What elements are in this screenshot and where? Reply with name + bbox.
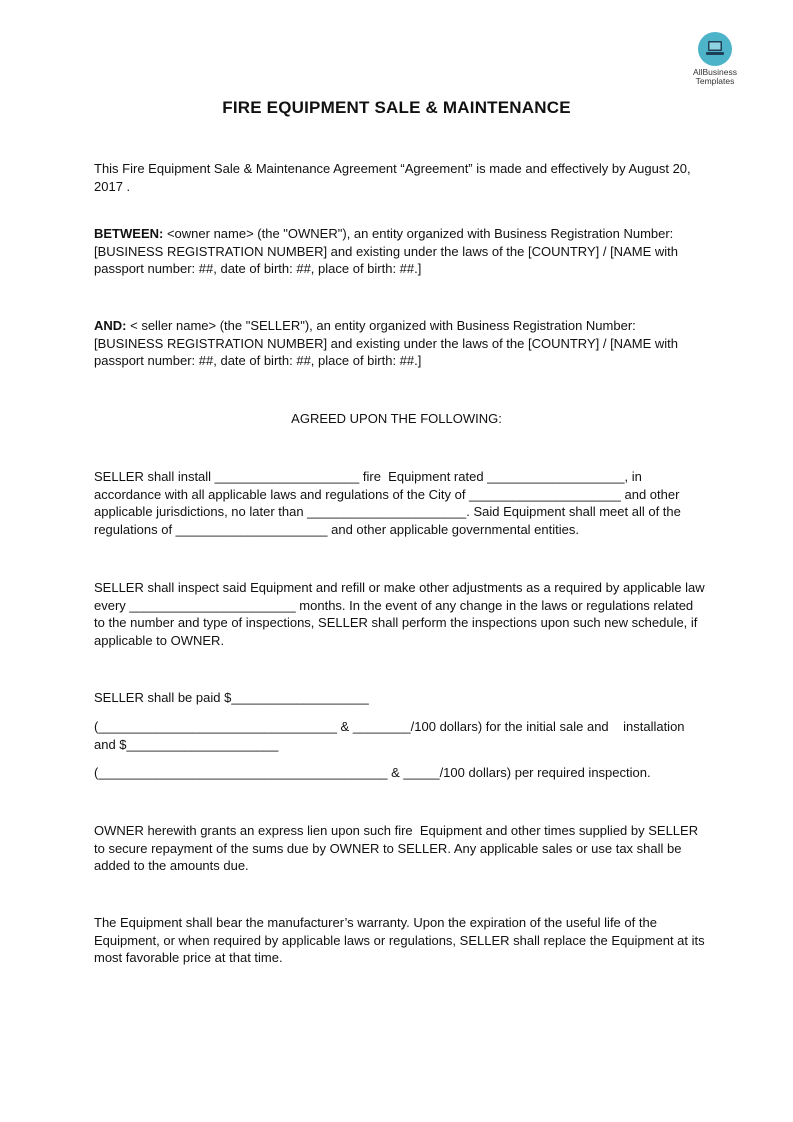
document-title: FIRE EQUIPMENT SALE & MAINTENANCE [222, 98, 571, 117]
agreed-heading: AGREED UPON THE FOLLOWING: [291, 411, 502, 426]
between-text: <owner name> (the "OWNER"), an entity organized with Business Registration Number: [BUSINESS REGISTRATION NUMBER] and existing under the laws of the [COUNTRY] / [NAME with passport number: ##, date of birth: ##, place of birth: ##.] [94, 226, 682, 277]
between-label: BETWEEN: [94, 226, 164, 241]
paid-line: SELLER shall be paid $___________________ [94, 690, 369, 705]
initial-sale-paragraph: (_________________________________ & ________/100 dollars) for the initial sale and installation and $_____________________ [94, 719, 689, 752]
logo-text: AllBusiness Templates [693, 67, 737, 86]
lien-paragraph: OWNER herewith grants an express lien upon such fire Equipment and other times supplied by SELLER to secure repayment of the sums due by OWNER to SELLER. Any applicable sales or use tax shall be added to the amounts due. [94, 823, 702, 874]
allbusiness-templates-logo [686, 32, 744, 86]
laptop-icon [698, 32, 732, 66]
install-paragraph: SELLER shall install ____________________ fire Equipment rated ___________________, in accordance with all applicable laws and regulations of the City of _____________________ and other applicable jurisdictions, no later than ______________________. Said Equipment shall meet all of the regulations of _____________________ and other applicable governmental entities. [94, 469, 685, 537]
and-text: < seller name> (the "SELLER"), an entity organized with Business Registration Number: [BUSINESS REGISTRATION NUMBER] and existing under the laws of the [COUNTRY] / [NAME with passport number: ##, date of birth: ##, place of birth: ##.] [94, 318, 682, 369]
between-paragraph [94, 225, 706, 278]
and-label: AND: [94, 318, 127, 333]
warranty-paragraph: The Equipment shall bear the manufacturer’s warranty. Upon the expiration of the useful life of the Equipment, or when required by applicable laws or regulations, SELLER shall replace the Equipment at its most favorable price at that time. [94, 915, 709, 966]
per-inspection-line: (________________________________________ & _____/100 dollars) per required inspection. [94, 765, 651, 780]
inspect-paragraph: SELLER shall inspect said Equipment and refill or make other adjustments as a required by applicable law every _______________________ months. In the event of any change in the laws or regulations related to the number and type of inspections, SELLER shall perform the inspections upon such new schedule, if applicable to OWNER. [94, 580, 709, 648]
and-paragraph [94, 317, 706, 370]
intro-paragraph: This Fire Equipment Sale & Maintenance Agreement “Agreement” is made and effectively by August 20, 2017 . [94, 161, 695, 194]
